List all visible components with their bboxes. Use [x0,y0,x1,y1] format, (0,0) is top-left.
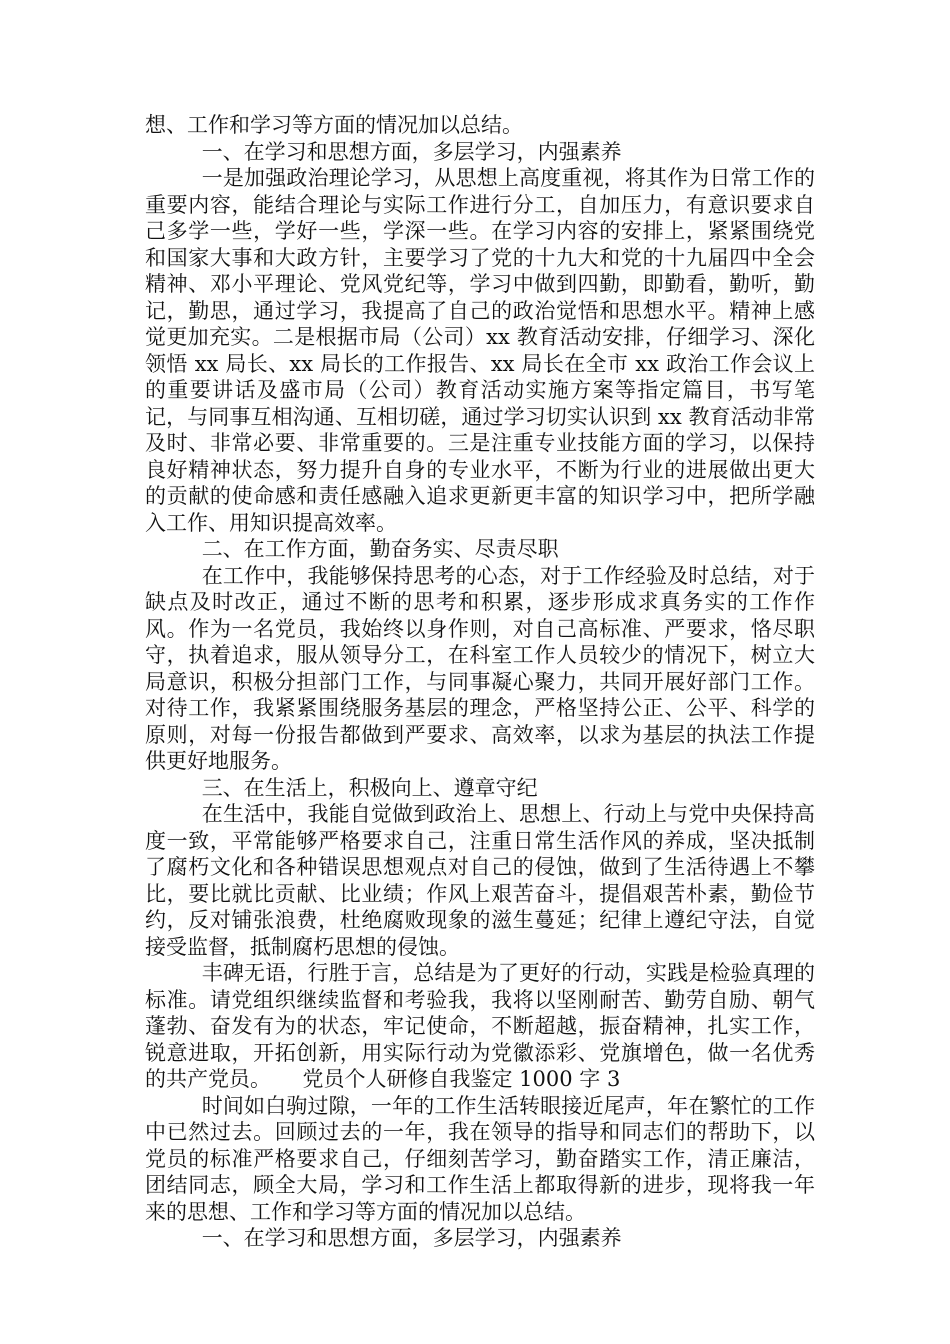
paragraph-study: 一是加强政治理论学习，从思想上高度重视，将其作为日常工作的重要内容，能结合理论与实际工作进行分工，自加压力，有意识要求自己多学一些，学好一些，学深一些。在学习内容的安排上，紧紧围绕党和国家大事和大政方针，主要学习了党的十九大和党的十九届四中全会精神、邓小平理论、党风党纪等，学习中做到四勤，即勤看，勤听，勤记，勤思，通过学习，我提高了自己的政治觉悟和思想水平。精神上感觉更加充实。二是根据市局（公司）xx 教育活动安排，仔细学习、深化领悟 xx 局长、xx 局长的工作报告、xx 局长在全市 xx 政治工作会议上的重要讲话及盛市局（公司）教育活动实施方案等指定篇目，书写笔记，与同事互相沟通、互相切磋，通过学习切实认识到 xx 教育活动非常及时、非常必要、非常重要的。三是注重专业技能方面的学习，以保持良好精神状态，努力提升自身的专业水平，不断为行业的进展做出更大的贡献的使命感和责任感融入追求更新更丰富的知识学习中，把所学融入工作、用知识提高效率。 [145,166,815,535]
paragraph-conclusion: 丰碑无语，行胜于言，总结是为了更好的行动，实践是检验真理的标准。请党组织继续监督和考验我，我将以坚刚耐苦、勤劳自励、朝气蓬勃、奋发有为的状态，牢记使命，不断超越，振奋精神，扎实工作，锐意进取，开拓创新，用实际行动为党徽添彩、党旗增色，做一名优秀的共产党员。 党员个人研修自我鉴定 1000 字 3 [145,961,815,1091]
paragraph-continuation: 想、工作和学习等方面的情况加以总结。 [145,113,523,137]
section-heading-life: 三、在生活上，积极向上、遵章守纪 [201,775,538,800]
paragraph-work: 在工作中，我能够保持思考的心态，对于工作经验及时总结，对于缺点及时改正，通过不断的思考和积累，逐步形成求真务实的工作作风。作为一名党员，我始终以身作则，对自己高标准、严要求，恪尽职守，执着追求，服从领导分工，在科室工作人员较少的情况下，树立大局意识，积极分担部门工作，与同事凝心聚力，共同开展好部门工作。对待工作，我紧紧围绕服务基层的理念，严格坚持公正、公平、科学的原则，对每一份报告都做到严要求、高效率，以求为基层的执法工作提供更好地服务。 [145,563,815,773]
section-heading-study: 一、在学习和思想方面，多层学习，内强素养 [201,139,622,164]
document-body [145,112,815,1252]
paragraph-intro-next: 时间如白驹过隙，一年的工作生活转眼接近尾声，年在繁忙的工作中已然过去。回顾过去的一年，我在领导的指导和同志们的帮助下，以党员的标准严格要求自己，仔细刻苦学习，勤奋踏实工作，清正廉洁，团结同志，顾全大局，学习和工作生活上都取得新的进步，现将我一年来的思想、工作和学习等方面的情况加以总结。 [145,1093,815,1224]
section-heading-study-repeat: 一、在学习和思想方面，多层学习，内强素养 [201,1226,622,1250]
paragraph-life: 在生活中，我能自觉做到政治上、思想上、行动上与党中央保持高度一致，平常能够严格要求自己，注重日常生活作风的养成，坚决抵制了腐朽文化和各种错误思想观点对自己的侵蚀，做到了生活待遇上不攀比，要比就比贡献、比业绩；作风上艰苦奋斗，提倡艰苦朴素，勤俭节约，反对铺张浪费，杜绝腐败现象的滋生蔓延；纪律上遵纪守法，自觉接受监督，抵制腐朽思想的侵蚀。 [145,802,815,959]
section-heading-work: 二、在工作方面，勤奋务实、尽责尽职 [201,537,559,561]
